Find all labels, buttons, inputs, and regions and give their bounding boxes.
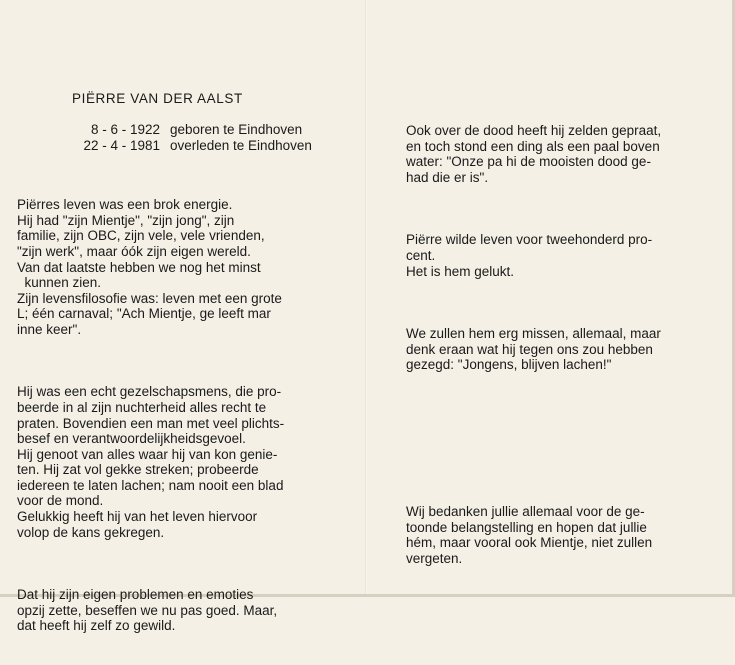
left-column-text	[17, 166, 284, 665]
right-column-text	[406, 92, 661, 404]
death-date: 22 - 4 - 1981	[83, 138, 160, 153]
paragraph-thanks: Wij bedanken jullie allemaal voor de ge- toonde belangstelling en hopen dat jullie hém, maar vooral ook Mientje, niet zullen vergeten.	[406, 504, 653, 566]
fold-divider	[365, 0, 367, 597]
paragraph-problems: Dat hij zijn eigen problemen en emoties opzij zette, beseffen we nu pas goed. Maar, dat heeft hij zelf zo gewild.	[17, 587, 278, 634]
life-dates	[56, 122, 312, 154]
paragraph-social: Hij was een echt gezelschapsmens, die pro- beerde in al zijn nuchterheid alles recht te praten. Bovendien een man met veel plichts- besef en verantwoordelijkheidsgevoel. Hij genoot van alles waar hij van kon genie- ten. Hij zat vol gekke streken; probeerde iedereen te laten lachen; nam nooit een blad voor de mond. Gelukkig heeft hij van het leven hiervoor volop de kans gekregen.	[17, 384, 285, 540]
death-row	[56, 138, 312, 154]
birth-text: geboren te Eindhoven	[170, 122, 303, 137]
birth-date: 8 - 6 - 1922	[90, 122, 160, 137]
birth-row	[56, 122, 312, 138]
paragraph-miss: We zullen hem erg missen, allemaal, maar denk eraan wat hij tegen ons zou hebben gezegd: "Jongens, blijven lachen!"	[406, 325, 661, 373]
paragraph-energy: Piërres leven was een brok energie. Hij had "zijn Mientje", "zijn jong", zijn familie, zijn OBC, zijn vele, vele vrienden, "zijn werk", maar óók zijn eigen wereld. Van dat laatste hebben we nog het minst kunnen zien. Zijn levensfilosofie was: leven met een grote L; één carnaval; "Ach Mientje, ge leeft mar inne keer".	[17, 197, 282, 337]
paragraph-death: Ook over de dood heeft hij zelden gepraat, en toch stond een ding als een paal boven water: "Onze pa hi de mooisten dood ge- had die er is".	[406, 123, 662, 185]
thank-you-text	[406, 473, 652, 598]
deceased-name: PIËRRE VAN DER AALST	[72, 91, 243, 106]
paragraph-life: Piërre wilde leven voor tweehonderd pro- cent. Het is hem gelukt.	[406, 232, 653, 279]
death-text: overleden te Eindhoven	[170, 138, 312, 153]
